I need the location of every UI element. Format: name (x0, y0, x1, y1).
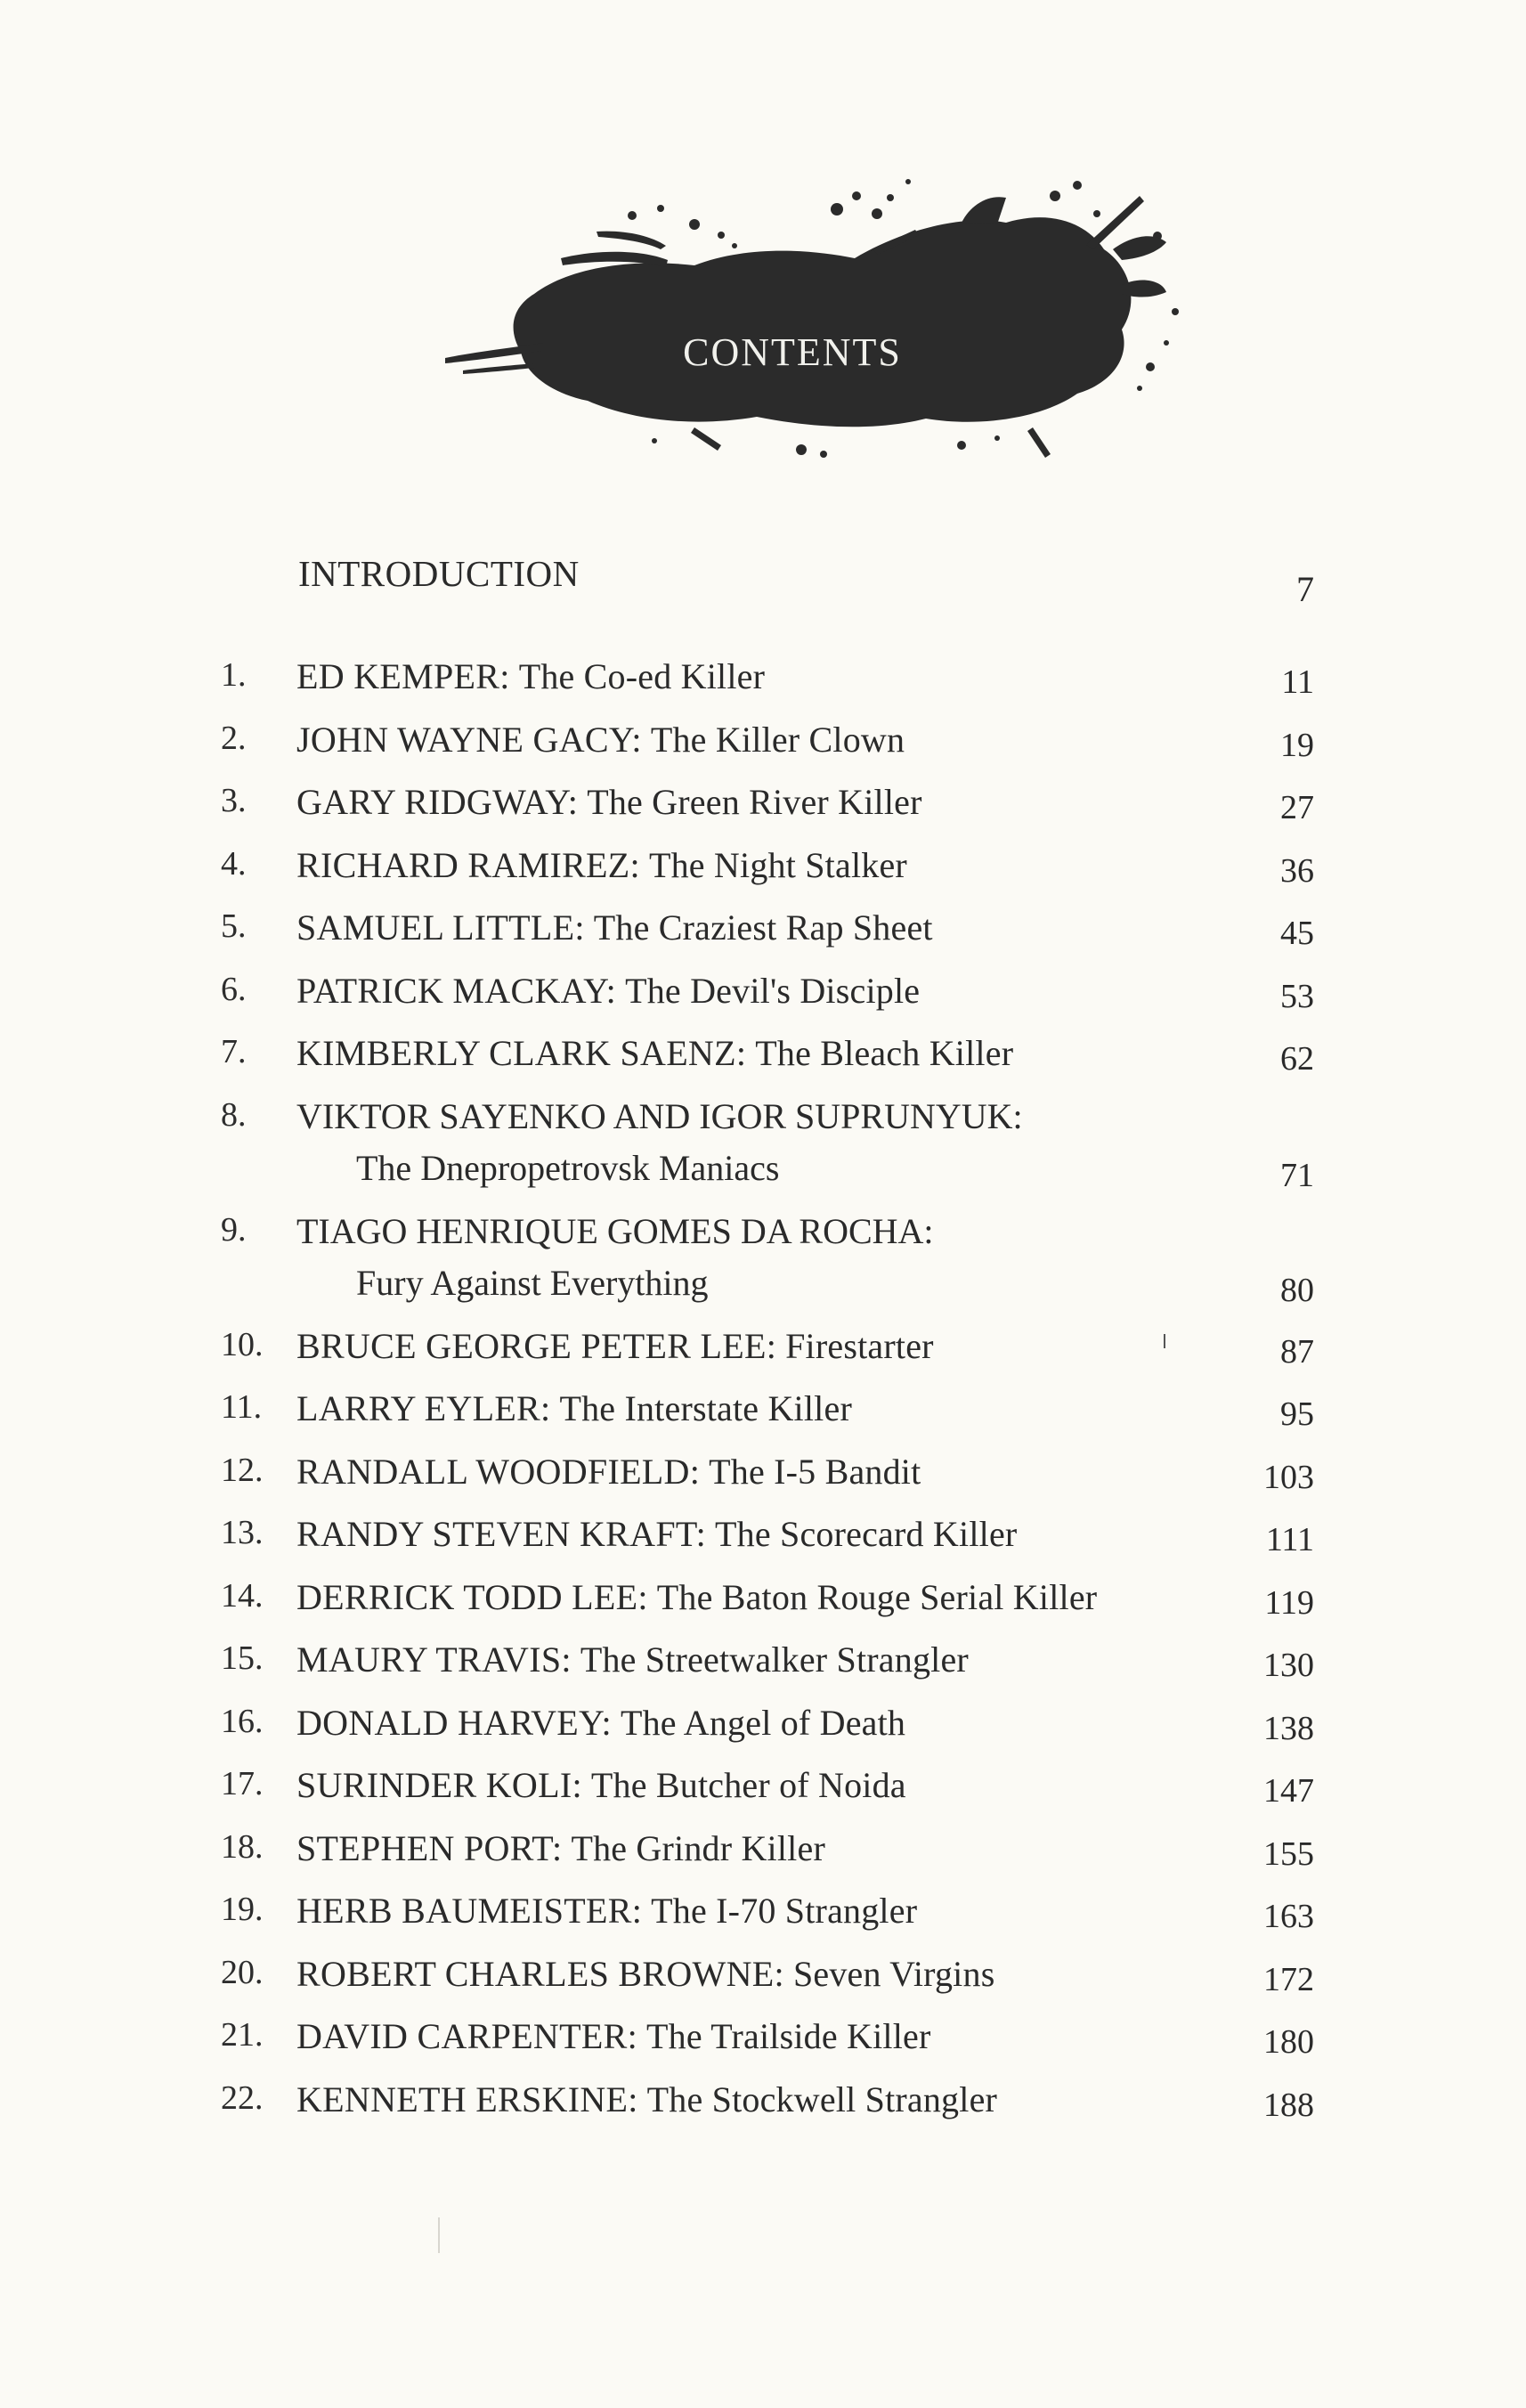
chapter-page-number: 45 (1280, 915, 1314, 952)
introduction-label: INTRODUCTION (298, 553, 580, 594)
chapter-page-number: 11 (1281, 663, 1314, 701)
chapter-page-number: 130 (1263, 1647, 1314, 1684)
chapter-number: 2. (221, 719, 247, 757)
chapter-name: HERB BAUMEISTER: (296, 1891, 643, 1931)
toc-entry (0, 1095, 1526, 1210)
chapter-subtitle: The Killer Clown (650, 719, 905, 760)
toc-entry (0, 2079, 1526, 2142)
toc-entry (0, 1032, 1526, 1095)
chapter-name: LARRY EYLER: (296, 1388, 551, 1428)
chapter-title (296, 1953, 994, 1995)
chapter-number: 10. (221, 1325, 264, 1363)
chapter-title (296, 781, 922, 823)
chapter-title (296, 1639, 969, 1680)
chapter-title (296, 1513, 1017, 1555)
chapter-number: 5. (221, 907, 247, 945)
chapter-title (296, 907, 933, 948)
chapter-number: 3. (221, 782, 247, 819)
toc-entry (0, 1702, 1526, 1765)
chapter-page-number: 53 (1280, 977, 1314, 1015)
chapter-page-number: 71 (1280, 1156, 1314, 1194)
chapter-page-number: 155 (1263, 1834, 1314, 1873)
chapter-title (296, 844, 907, 886)
chapter-subtitle: The Baton Rouge Serial Killer (656, 1576, 1098, 1617)
chapter-number: 11. (221, 1388, 263, 1426)
chapter-title (296, 1387, 852, 1429)
chapter-page-number: 163 (1263, 1898, 1314, 1935)
chapter-name: TIAGO HENRIQUE GOMES DA ROCHA: (296, 1210, 934, 1251)
chapter-page-number: 103 (1263, 1458, 1314, 1496)
chapter-subtitle: The Green River Killer (587, 782, 922, 822)
chapter-subtitle: The Interstate Killer (559, 1388, 852, 1428)
page-title: CONTENTS (683, 330, 902, 374)
chapter-name: JOHN WAYNE GACY: (296, 719, 642, 760)
introduction-entry (0, 552, 1526, 609)
chapter-title (296, 719, 905, 761)
chapter-page-number: 87 (1280, 1332, 1314, 1371)
chapter-page-number: 80 (1280, 1271, 1314, 1309)
toc-entry (0, 1387, 1526, 1451)
chapter-subtitle: The Stockwell Strangler (646, 2079, 998, 2119)
introduction-page-number: 7 (1296, 569, 1314, 609)
toc-entry (0, 1210, 1526, 1325)
ink-splatter-graphic (427, 160, 1211, 481)
chapter-name: GARY RIDGWAY: (296, 782, 579, 822)
chapter-number: 14. (221, 1576, 264, 1615)
chapter-number: 17. (221, 1765, 264, 1802)
chapter-subtitle: The Co-ed Killer (518, 656, 766, 696)
chapter-subtitle: The Trailside Killer (645, 2016, 931, 2056)
chapter-title (296, 655, 765, 697)
chapter-subtitle: Seven Virgins (792, 1953, 995, 1994)
chapter-name: ROBERT CHARLES BROWNE: (296, 1953, 784, 1994)
chapter-subtitle: The Dnepropetrovsk Maniacs (356, 1147, 780, 1188)
chapter-page-number: 180 (1263, 2023, 1314, 2061)
chapter-page-number: 188 (1263, 2086, 1314, 2124)
chapter-page-number: 19 (1280, 726, 1314, 764)
chapter-page-number: 95 (1280, 1395, 1314, 1433)
chapter-title (296, 1702, 905, 1744)
toc-entry (0, 844, 1526, 907)
toc-entry (0, 1451, 1526, 1514)
toc-entry (0, 781, 1526, 844)
chapter-subtitle: Fury Against Everything (356, 1262, 709, 1303)
chapter-number: 15. (221, 1639, 264, 1677)
chapter-page-number: 27 (1280, 789, 1314, 826)
chapter-subtitle: The Craziest Rap Sheet (593, 907, 933, 948)
chapter-number: 8. (221, 1095, 247, 1134)
chapter-subtitle: The Butcher of Noida (590, 1765, 906, 1805)
chapter-page-number: 147 (1263, 1772, 1314, 1810)
chapter-title (296, 1032, 1013, 1074)
chapter-number: 7. (221, 1033, 247, 1070)
chapter-number: 21. (221, 2016, 264, 2054)
chapter-subtitle: The I-5 Bandit (709, 1451, 921, 1492)
toc-entry (0, 2015, 1526, 2079)
chapter-number: 22. (221, 2079, 264, 2117)
chapter-subtitle: The Bleach Killer (755, 1033, 1014, 1073)
chapter-subtitle: The Streetwalker Strangler (580, 1639, 969, 1680)
toc-entry (0, 1325, 1526, 1388)
toc-entry (0, 907, 1526, 970)
chapter-name: DONALD HARVEY: (296, 1702, 612, 1743)
chapter-page-number: 172 (1263, 1960, 1314, 1998)
chapter-number: 13. (221, 1514, 264, 1551)
chapter-name: STEPHEN PORT: (296, 1827, 563, 1868)
chapter-title (296, 1451, 921, 1493)
chapter-number: 20. (221, 1953, 264, 1991)
chapter-title (296, 1325, 934, 1367)
chapter-subtitle: The Angel of Death (620, 1702, 906, 1743)
chapter-page-number: 119 (1264, 1583, 1314, 1622)
toc-entry (0, 1576, 1526, 1639)
toc-entry (0, 1764, 1526, 1827)
chapter-number: 4. (221, 844, 247, 883)
chapter-subtitle: Firestarter (785, 1325, 934, 1366)
chapter-name: RANDALL WOODFIELD: (296, 1451, 701, 1492)
chapter-name: PATRICK MACKAY: (296, 970, 617, 1011)
toc-entry (0, 1827, 1526, 1891)
toc-entry (0, 655, 1526, 719)
chapter-subtitle: The Scorecard Killer (715, 1514, 1018, 1554)
chapter-title (296, 2015, 931, 2057)
chapter-number: 9. (221, 1210, 247, 1249)
chapter-name: VIKTOR SAYENKO AND IGOR SUPRUNYUK: (296, 1095, 1023, 1136)
chapter-name: DERRICK TODD LEE: (296, 1576, 648, 1617)
chapter-name: SURINDER KOLI: (296, 1765, 582, 1805)
chapter-number: 19. (221, 1891, 264, 1928)
chapter-name: RICHARD RAMIREZ: (296, 844, 640, 885)
paper-mark (438, 2217, 440, 2253)
chapter-name: DAVID CARPENTER: (296, 2016, 637, 2056)
chapter-page-number: 111 (1265, 1521, 1314, 1558)
chapter-name: KENNETH ERSKINE: (296, 2079, 638, 2119)
chapter-title (296, 2079, 997, 2120)
chapter-name: ED KEMPER: (296, 656, 510, 696)
chapter-title (296, 970, 920, 1012)
toc-entry (0, 970, 1526, 1033)
chapter-title (296, 1890, 917, 1932)
chapter-name: KIMBERLY CLARK SAENZ: (296, 1033, 747, 1073)
chapter-title (296, 1764, 906, 1806)
ink-splatter-icon (427, 160, 1211, 481)
toc-entry (0, 1639, 1526, 1702)
chapter-page-number: 138 (1263, 1709, 1314, 1747)
chapter-name: SAMUEL LITTLE: (296, 907, 585, 948)
chapter-number: 16. (221, 1702, 264, 1740)
chapter-page-number: 62 (1280, 1040, 1314, 1078)
toc-entry (0, 719, 1526, 782)
chapter-number: 1. (221, 656, 247, 694)
table-of-contents (0, 655, 1526, 2141)
chapter-title (296, 1576, 1097, 1618)
chapter-number: 18. (221, 1827, 264, 1866)
chapter-subtitle: The I-70 Strangler (651, 1891, 918, 1931)
toc-entry (0, 1890, 1526, 1953)
chapter-name: BRUCE GEORGE PETER LEE: (296, 1325, 777, 1366)
chapter-subtitle: The Night Stalker (648, 844, 907, 885)
toc-entry (0, 1513, 1526, 1576)
chapter-number: 12. (221, 1451, 264, 1489)
toc-entry (0, 1953, 1526, 2016)
chapter-name: MAURY TRAVIS: (296, 1639, 572, 1680)
chapter-number: 6. (221, 970, 247, 1008)
chapter-page-number: 36 (1280, 851, 1314, 890)
chapter-name: RANDY STEVEN KRAFT: (296, 1514, 707, 1554)
paper-mark (1164, 1334, 1165, 1348)
chapter-title (296, 1827, 825, 1869)
chapter-subtitle: The Grindr Killer (571, 1827, 825, 1868)
chapter-subtitle: The Devil's Disciple (625, 970, 921, 1011)
